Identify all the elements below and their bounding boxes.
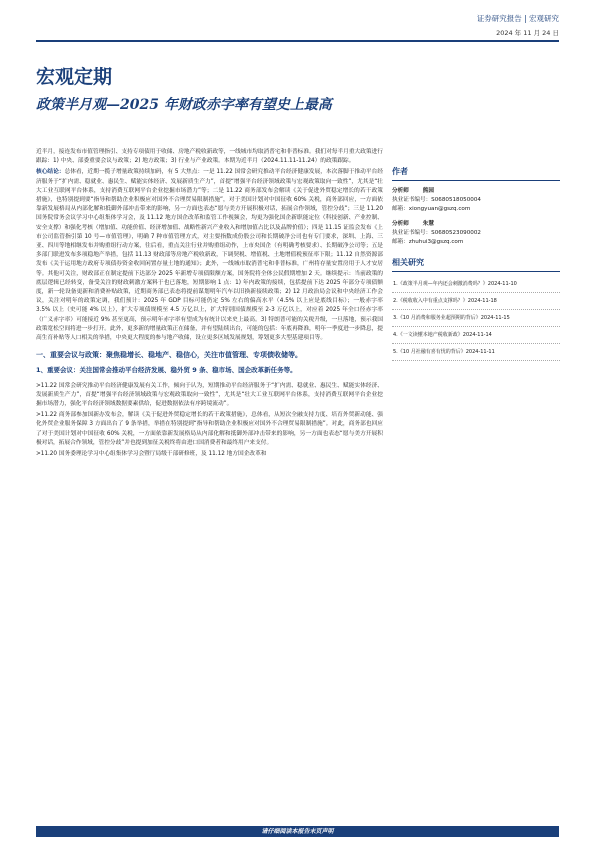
subheading-1-1: 1、重要会议：关注国常会推动平台经济发展、稳外贸 9 条、稳市场、国企改革新任务等。 xyxy=(36,366,297,375)
report-header xyxy=(477,12,559,40)
author-role: 分析师 xyxy=(392,188,409,194)
research-item[interactable]: 2.《税收收入中有重点支撑吗？》2024-11-18 xyxy=(392,293,560,310)
core-conclusion xyxy=(36,168,383,343)
subheading-1: 一、重要会议与政策：聚焦稳增长、稳地产、稳信心，关注市值管理、专项债收储等。 xyxy=(36,351,302,360)
intro-paragraph: 近半月，接连发布市值管理指引、支持专项债用于收储、房地产税收新政等，一线城市均取消普宅和非普标准。我们对每半月重大政策进行跟踪：1) 中央、部委重要会议与政策；2) 地方政策；3) 行业与产业政策。本期为近半月（2024.11.11-11.24）的政策跟踪。 xyxy=(36,149,383,165)
research-item[interactable]: 3.《10 月消费和服务业超预期的背后》2024-11-15 xyxy=(392,310,560,327)
report-date: 2024 年 11 月 24 日 xyxy=(496,29,559,37)
report-title: 政策半月观—2025 年财政赤字率有望史上最高 xyxy=(36,97,332,113)
author-1 xyxy=(392,187,560,214)
research-item[interactable]: 4.《一文读懂本地产税收新政》2024-11-14 xyxy=(392,327,560,344)
main-body xyxy=(36,148,383,461)
section-title: 宏观定期 xyxy=(36,66,113,88)
core-body: 总体看，近期一揽子增量政策持续加码，有 5 大焦点：一是 11.22 国常会研究推动平台经济健康发展，本次落脚于推动平台经济服务于“扩内需、稳就业、惠民生、赋能实体经济、发展新质生产力”，首提“增强平台经济领域政策与宏观政策取向一致性”，尤其是“壮大工业互联网平台体系，支持消费互联网平台企业挖掘市场潜力”等；二是 11.22 商务部发布会解读《关于促进外贸稳定增长的若干政策措施》，也特别提到要“指导和帮助企业积极应对国外不合理贸易限制措施”，对于美国计划对中国征收 60% 关税，商务部回应，一方面依靠新发展格局从内部化解和抵御外部冲击带来的影响，另一方面也表态“愿与美方开展积极对话，拓展合作领域，管控分歧”；三是 11.20 国务院常务会议学习中心组集体学习会，及 11.12 地方国企改革和监管工作视频会，均更为强化国企新职能定位（科技创新、产业控制、安全支撑）和强化考核（增加值、功能价值、经济增加值、战略性新兴产业收入和增加值占比以及品牌价值）；四是 11.15 证监会发布《上市公司监管指引第 10 号—市值管理》，明确 7 种市值管理方式，对主要指数成份股公司和长期破净公司也有专门要求，深圳、上海、三亚、四川等地相继发布并购重组行动方案，往后看，重点关注行业并购重组动作，上市央国企（有明确考核要求）、长期破净公司等；五是多部门联进发布多项稳地产举措，包括 11.13 财政部等房地产税收新政，下调契税、增值税、土地增值税预征率下限；11.12 自然资源部发布《关于运用地方政府专项债券资金收回闲置存量土地的通知》；此外，一线城市取消普宅和非普标准，广州将存量安置房用于人才安居等。其他可关注，财政部正在制定提前下达部分 2025 年新增专项债限额方案，国务院将全体公民假期增加 2 天。继续提示：当前政策的底层逻辑已经转变，备受关注的财政刺激方案料于也已落地，短期影响 1 点：1) 年内政策的接续，包括提前下达 2025 年部分专项债额度，新一轮设备更新和消费补贴政策，近期商务部已表态将提前谋划明年汽车以旧换新接续政策；2) 12 月政治局会议和中央经济工作会议，关注对明年的政策定调，我们预计：2025 年 GDP 目标可能仍定 5% 左右的偏高水平（4.5% 以上应是底线目标）；一般赤字率 3.5% 以上（史可能 4% 以上），扩大专项债规模至 4.5 万亿以上，扩大特别国债规模至 2-3 万亿以上，对应着 2025 年全口径赤字率（广义赤字率）可能接近 9% 甚至更高，预示明年赤字率有望成为有统计以来史上最高。3) 特朗普可能的关税升级，一旦落地，预示我国政策宽松空间将进一步打开。此外，更多新的增量政策正在储备，并有望陆续出台，可能的包括：年底再降准，明年一季度进一步降息，提高生育补贴等人口相关的举措，中央更大程度的参与地产收储，设立更多区域发展规划，筹划更多大型基建项目等。 xyxy=(36,169,383,342)
core-label: 核心结论： xyxy=(36,169,65,176)
author-name: 朱慧 xyxy=(422,221,434,227)
author-cert: 执业证书编号：S0680523090002 xyxy=(392,230,481,236)
author-role: 分析师 xyxy=(392,221,409,227)
research-heading: 相关研究 xyxy=(392,257,560,272)
paragraph-2: >11.22 商务部参加国新办发布会，解读《关于促进外贸稳定增长的若干政策措施》，总体看，从短次全融支持力度、培育外贸新动能、强化外贸企业服务保障 3 方面出台了 9 条举措，举措在特别提到“指导和帮助企业积极应对国外不合理贸易限制措施”。对此，商务部也回应了对于美国计划对中国征收 60% 关税，一方面依靠新发展格局从内部化解和抵御外部冲击带来的影响，另一方面也表态“愿与美方开展积极对话，拓展合作领域，管控分歧”并也提到加征关税终将由进口国消费者和最终用户来支付。 xyxy=(36,412,383,446)
research-list xyxy=(392,276,560,361)
author-2 xyxy=(392,220,560,247)
report-series: 证券研究报告 | 宏观研究 xyxy=(476,14,559,23)
research-item[interactable]: 5.《10 月社融有喜有忧的背后》2024-11-11 xyxy=(392,344,560,361)
author-email[interactable]: 邮箱：zhuhui3@gszq.com xyxy=(392,239,464,245)
research-item[interactable]: 1.《政策半月观—年内还会刺激消费吗？》2024-11-10 xyxy=(392,276,560,293)
paragraph-1: >11.22 国常会研究推动平台经济健康发展有关工作，倾向于认为，短期推动平台经济服务于“扩内需、稳就业、惠民生、赋能实体经济、发展新质生产力”，首提“增强平台经济领域政策与宏观政策取向一致性”，尤其是“壮大工业互联网平台体系，支持消费互联网平台企业挖掘市场潜力，强化平台经济领域数据要素供给，促进数据依法有序跨境流动”。 xyxy=(36,382,383,408)
author-email[interactable]: 邮箱：xiongyuan@gszq.com xyxy=(392,206,471,212)
footer-disclaimer: 请仔细阅读本报告末页声明 xyxy=(36,826,559,837)
authors-heading: 作者 xyxy=(392,166,560,181)
paragraph-3: >11.20 国务委理论学习中心组集体学习会暨厅局级干部研修班，及 11.12 地方国企改革和 xyxy=(36,451,267,458)
sidebar xyxy=(392,166,560,361)
author-cert: 执业证书编号：S0680518050004 xyxy=(392,197,481,203)
header-rule xyxy=(36,40,559,42)
author-name: 熊园 xyxy=(422,188,434,194)
